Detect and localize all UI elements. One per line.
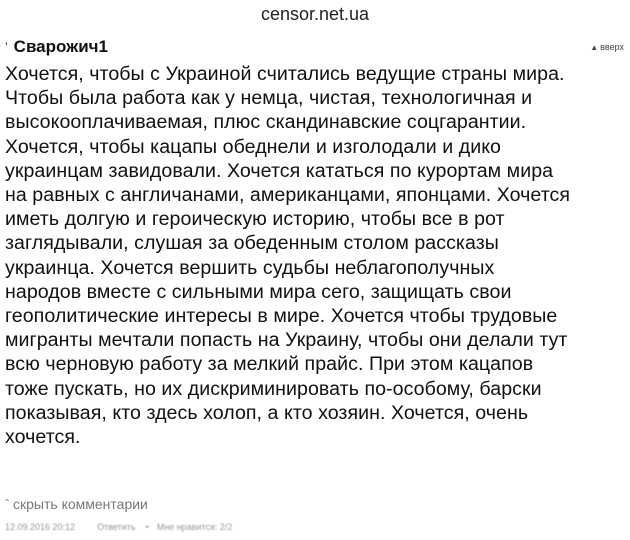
- arrow-up-icon: ▲: [590, 42, 599, 52]
- comment-header: [5, 36, 624, 58]
- likes-count[interactable]: Мне нравится: 2/2: [156, 522, 233, 532]
- hide-comments-label: скрыть комментарии: [13, 496, 148, 512]
- comment-author: [5, 37, 108, 57]
- author-name[interactable]: Сварожич1: [13, 37, 109, 56]
- comment-text: Хочется, чтобы с Украиной считались ведущие страны мира. Чтобы была работа как у немца, чистая, технологичная и высокооплачиваемая, плюс скандинавские соцгарантии. Хочется, чтобы кацапы обеднели и изголодали и дико украинцам завидовали. Хочется кататься по курортам мира на равных с англичанами, американцами, японцами. Хочется иметь долгую и героическую историю, чтобы все в рот заглядывали, слушая за обеденным столом рассказы украинца. Хочется вершить судьбы неблагополучных народов вместе с сильными мира сего, защищать свои геополитические интересы в мире. Хочется чтобы трудовые мигранты мечтали попасть на Украину, чтобы они делали тут всю черновую работу за мелкий прайс. При этом кацапов тоже пускать, но их дискриминировать по-особому, барски показывая, кто здесь холоп, а кто хозяин. Хочется, очень хочется.: [5, 63, 571, 449]
- comment-date: 12.09.2016 20:12: [5, 522, 76, 532]
- separator-dot: •: [145, 522, 149, 532]
- expand-marker-icon: ’: [5, 40, 8, 54]
- upvote-label: вверх: [600, 42, 624, 52]
- chevron-up-icon: ˆ: [5, 497, 9, 511]
- upvote-button[interactable]: [590, 42, 624, 52]
- reply-link[interactable]: Ответить: [97, 522, 136, 532]
- hide-comments-link[interactable]: [5, 496, 148, 512]
- site-title: censor.net.ua: [260, 4, 370, 24]
- comment-meta: [5, 522, 232, 532]
